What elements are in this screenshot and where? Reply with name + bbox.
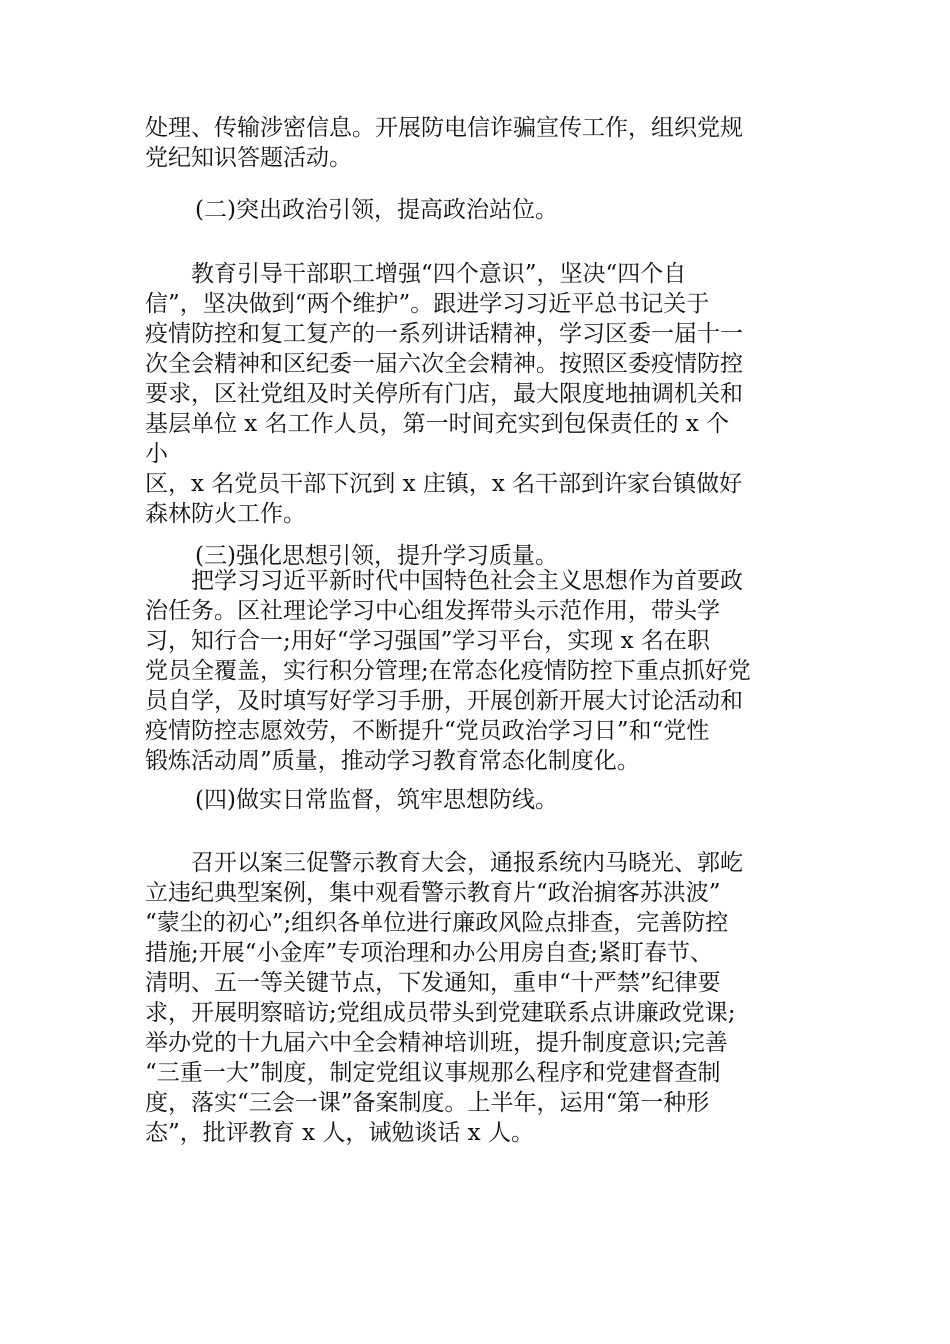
- text-line: 森林防火工作。: [145, 501, 306, 527]
- paragraph-2: [145, 259, 810, 529]
- section-heading-4: (四)做实日常监督，筑牢思想防线。: [195, 787, 558, 813]
- text-line: 锻炼活动周”质量，推动学习教育常态化制度化。: [145, 748, 640, 774]
- text-line: 求，开展明察暗访;党组成员带头到党建联系点讲廉政党课;: [145, 1000, 736, 1026]
- text-line: 信”，坚决做到“两个维护”。跟进学习习近平总书记关于: [145, 291, 710, 317]
- text-line: 党员全覆盖，实行积分管理;在常态化疫情防控下重点抓好党: [145, 658, 751, 684]
- text-line: 党纪知识答题活动。: [145, 145, 352, 171]
- paragraph-4: [145, 848, 810, 1148]
- text-line: 举办党的十九届六中全会精神培训班，提升制度意识;完善: [145, 1030, 728, 1056]
- paragraph-intro: [145, 113, 810, 173]
- text-line: 次全会精神和区纪委一届六次全会精神。按照区委疫情防控: [145, 351, 743, 377]
- text-line: 清明、五一等关键节点，下发通知，重申“十严禁”纪律要: [145, 970, 721, 996]
- text-line: 教育引导干部职工增强“四个意识”，坚决“四个自: [145, 261, 687, 287]
- section-heading-2: (二)突出政治引领，提高政治站位。: [195, 197, 558, 223]
- text-line: 处理、传输涉密信息。开展防电信诈骗宣传工作，组织党规: [145, 115, 743, 141]
- text-line: “蒙尘的初心”;组织各单位进行廉政风险点排查，完善防控: [145, 910, 729, 936]
- text-line: 疫情防控和复工复产的一系列讲话精神，学习区委一届十一: [145, 321, 743, 347]
- section-heading-3: (三)强化思想引领，提升学习质量。: [195, 543, 558, 569]
- paragraph-3: [145, 566, 810, 776]
- text-line: 基层单位 x 名工作人员，第一时间充实到包保责任的 x 个: [145, 411, 730, 437]
- text-line: 要求，区社党组及时关停所有门店，最大限度地抽调机关和: [145, 381, 743, 407]
- text-line: 习，知行合一;用好“学习强国”学习平台，实现 x 名在职: [145, 628, 710, 654]
- text-line: “三重一大”制度，制定党组议事规那么程序和党建督查制: [145, 1060, 721, 1086]
- text-line: 度，落实“三会一课”备案制度。上半年，运用“第一种形: [145, 1090, 710, 1116]
- text-line: 态”，批评教育 x 人，诫勉谈话 x 人。: [145, 1120, 534, 1146]
- text-line: 把学习习近平新时代中国特色社会主义思想作为首要政: [145, 568, 743, 594]
- text-line: 员自学，及时填写好学习手册，开展创新开展大讨论活动和: [145, 688, 743, 714]
- text-line: 立违纪典型案例，集中观看警示教育片“政治掮客苏洪波”: [145, 880, 721, 906]
- text-line: 治任务。区社理论学习中心组发挥带头示范作用，带头学: [145, 598, 720, 624]
- text-line: 措施;开展“小金库”专项治理和办公用房自查;紧盯春节、: [145, 940, 714, 966]
- text-line: 小: [145, 441, 168, 467]
- text-line: 召开以案三促警示教育大会，通报系统内马晓光、郭屹: [145, 850, 743, 876]
- text-line: 区，x 名党员干部下沉到 x 庄镇，x 名干部到许家台镇做好: [145, 471, 743, 497]
- text-line: 疫情防控志愿效劳，不断提升“党员政治学习日”和“党性: [145, 718, 710, 744]
